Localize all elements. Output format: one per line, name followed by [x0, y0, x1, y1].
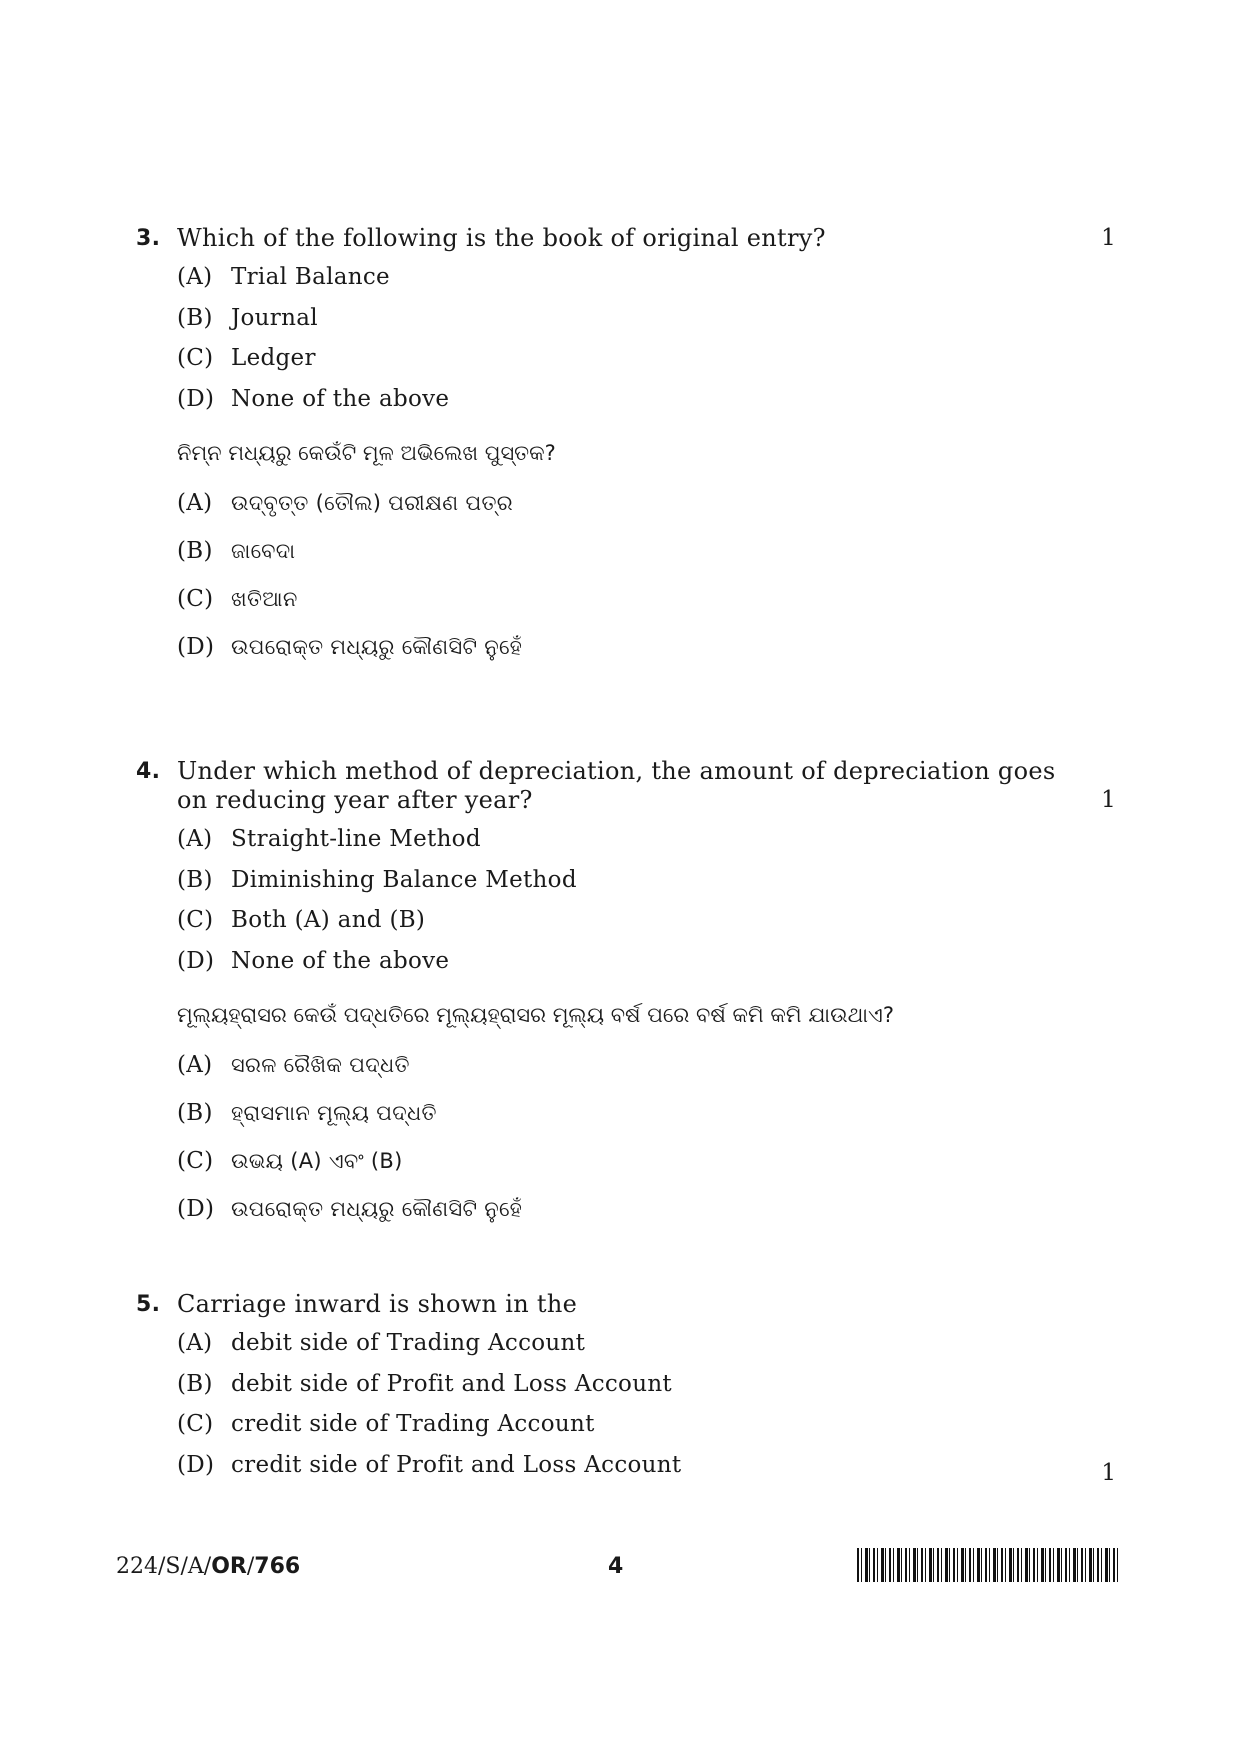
option-or-b: (B) ଜାବେଦା [177, 538, 296, 564]
option-d: (D) credit side of Profit and Loss Account [177, 1451, 682, 1478]
question-4-stem [136, 757, 1116, 815]
question-5 [136, 1290, 1116, 1485]
question-number: 3. [136, 226, 161, 251]
options-or [177, 483, 1116, 675]
question-number: 5. [136, 1292, 161, 1317]
option-a: (A) Straight-line Method [177, 826, 481, 852]
page-number: 4 [608, 1554, 624, 1579]
option-c: (C) credit side of Trading Account [177, 1411, 595, 1437]
option-or-a: (A) ସରଳ ରୈଖିକ ପଦ୍ଧତି [177, 1052, 410, 1078]
option-or-d: (D) ଉପରୋକ୍ତ ମଧ୍ୟରୁ କୌଣସିଟି ନୁହେଁ [177, 634, 523, 660]
option-d: (D) None of the above [177, 947, 450, 974]
option-or-c: (C) ଖତିଆନ [177, 586, 298, 612]
options-en [177, 1323, 1116, 1485]
marks: 1 [1101, 225, 1116, 251]
question-4 [136, 757, 1116, 1237]
marks: 1 [1101, 787, 1116, 813]
option-or-d: (D) ଉପରୋକ୍ତ ମଧ୍ୟରୁ କୌଣସିଟି ନୁହେଁ [177, 1196, 523, 1222]
paper-code: 224/S/A/OR/766 [116, 1554, 301, 1579]
option-c: (C) Both (A) and (B) [177, 907, 426, 933]
question-text-en: Which of the following is the book of original entry? [177, 224, 826, 252]
option-b: (B) Journal [177, 304, 318, 331]
option-b: (B) Diminishing Balance Method [177, 866, 577, 893]
options-en [177, 819, 1116, 981]
options-en [177, 257, 1116, 419]
option-or-a: (A) ଉଦ୍‌ବୃତ୍ତ (ତୌଲ) ପରୀକ୍ଷଣ ପତ୍ର [177, 490, 513, 516]
question-text-en: Carriage inward is shown in the [177, 1290, 578, 1318]
question-5-stem [136, 1290, 1116, 1319]
option-or-c: (C) ଉଭୟ (A) ଏବଂ (B) [177, 1148, 403, 1174]
barcode-icon [857, 1548, 1119, 1582]
question-text-en: Under which method of depreciation, the amount of depreciation goes on reducing year after year? [177, 757, 1056, 814]
option-b: (B) debit side of Profit and Loss Account [177, 1370, 672, 1397]
option-a: (A) debit side of Trading Account [177, 1330, 586, 1356]
question-text-or: ନିମ୍ନ ମଧ୍ୟରୁ କେଉଁଟି ମୂଳ ଅଭିଲେଖ ପୁସ୍ତକ? [177, 441, 556, 465]
question-3-stem [136, 224, 1116, 253]
question-number: 4. [136, 759, 161, 784]
option-a: (A) Trial Balance [177, 264, 390, 290]
options-or [177, 1045, 1116, 1237]
question-3 [136, 224, 1116, 675]
option-c: (C) Ledger [177, 345, 316, 371]
question-text-or: ମୂଲ୍ୟହ୍ରାସର କେଉଁ ପଦ୍ଧତିରେ ମୂଲ୍ୟହ୍ରାସର ମୂଲ୍ୟ ବର୍ଷ ପରେ ବର୍ଷ କମି କମି ଯାଉଥାଏ? [177, 1003, 894, 1027]
page-footer [116, 1548, 1124, 1588]
marks: 1 [1101, 1460, 1116, 1486]
option-d: (D) None of the above [177, 385, 450, 412]
option-or-b: (B) ହ୍ରାସମାନ ମୂଲ୍ୟ ପଦ୍ଧତି [177, 1100, 437, 1126]
